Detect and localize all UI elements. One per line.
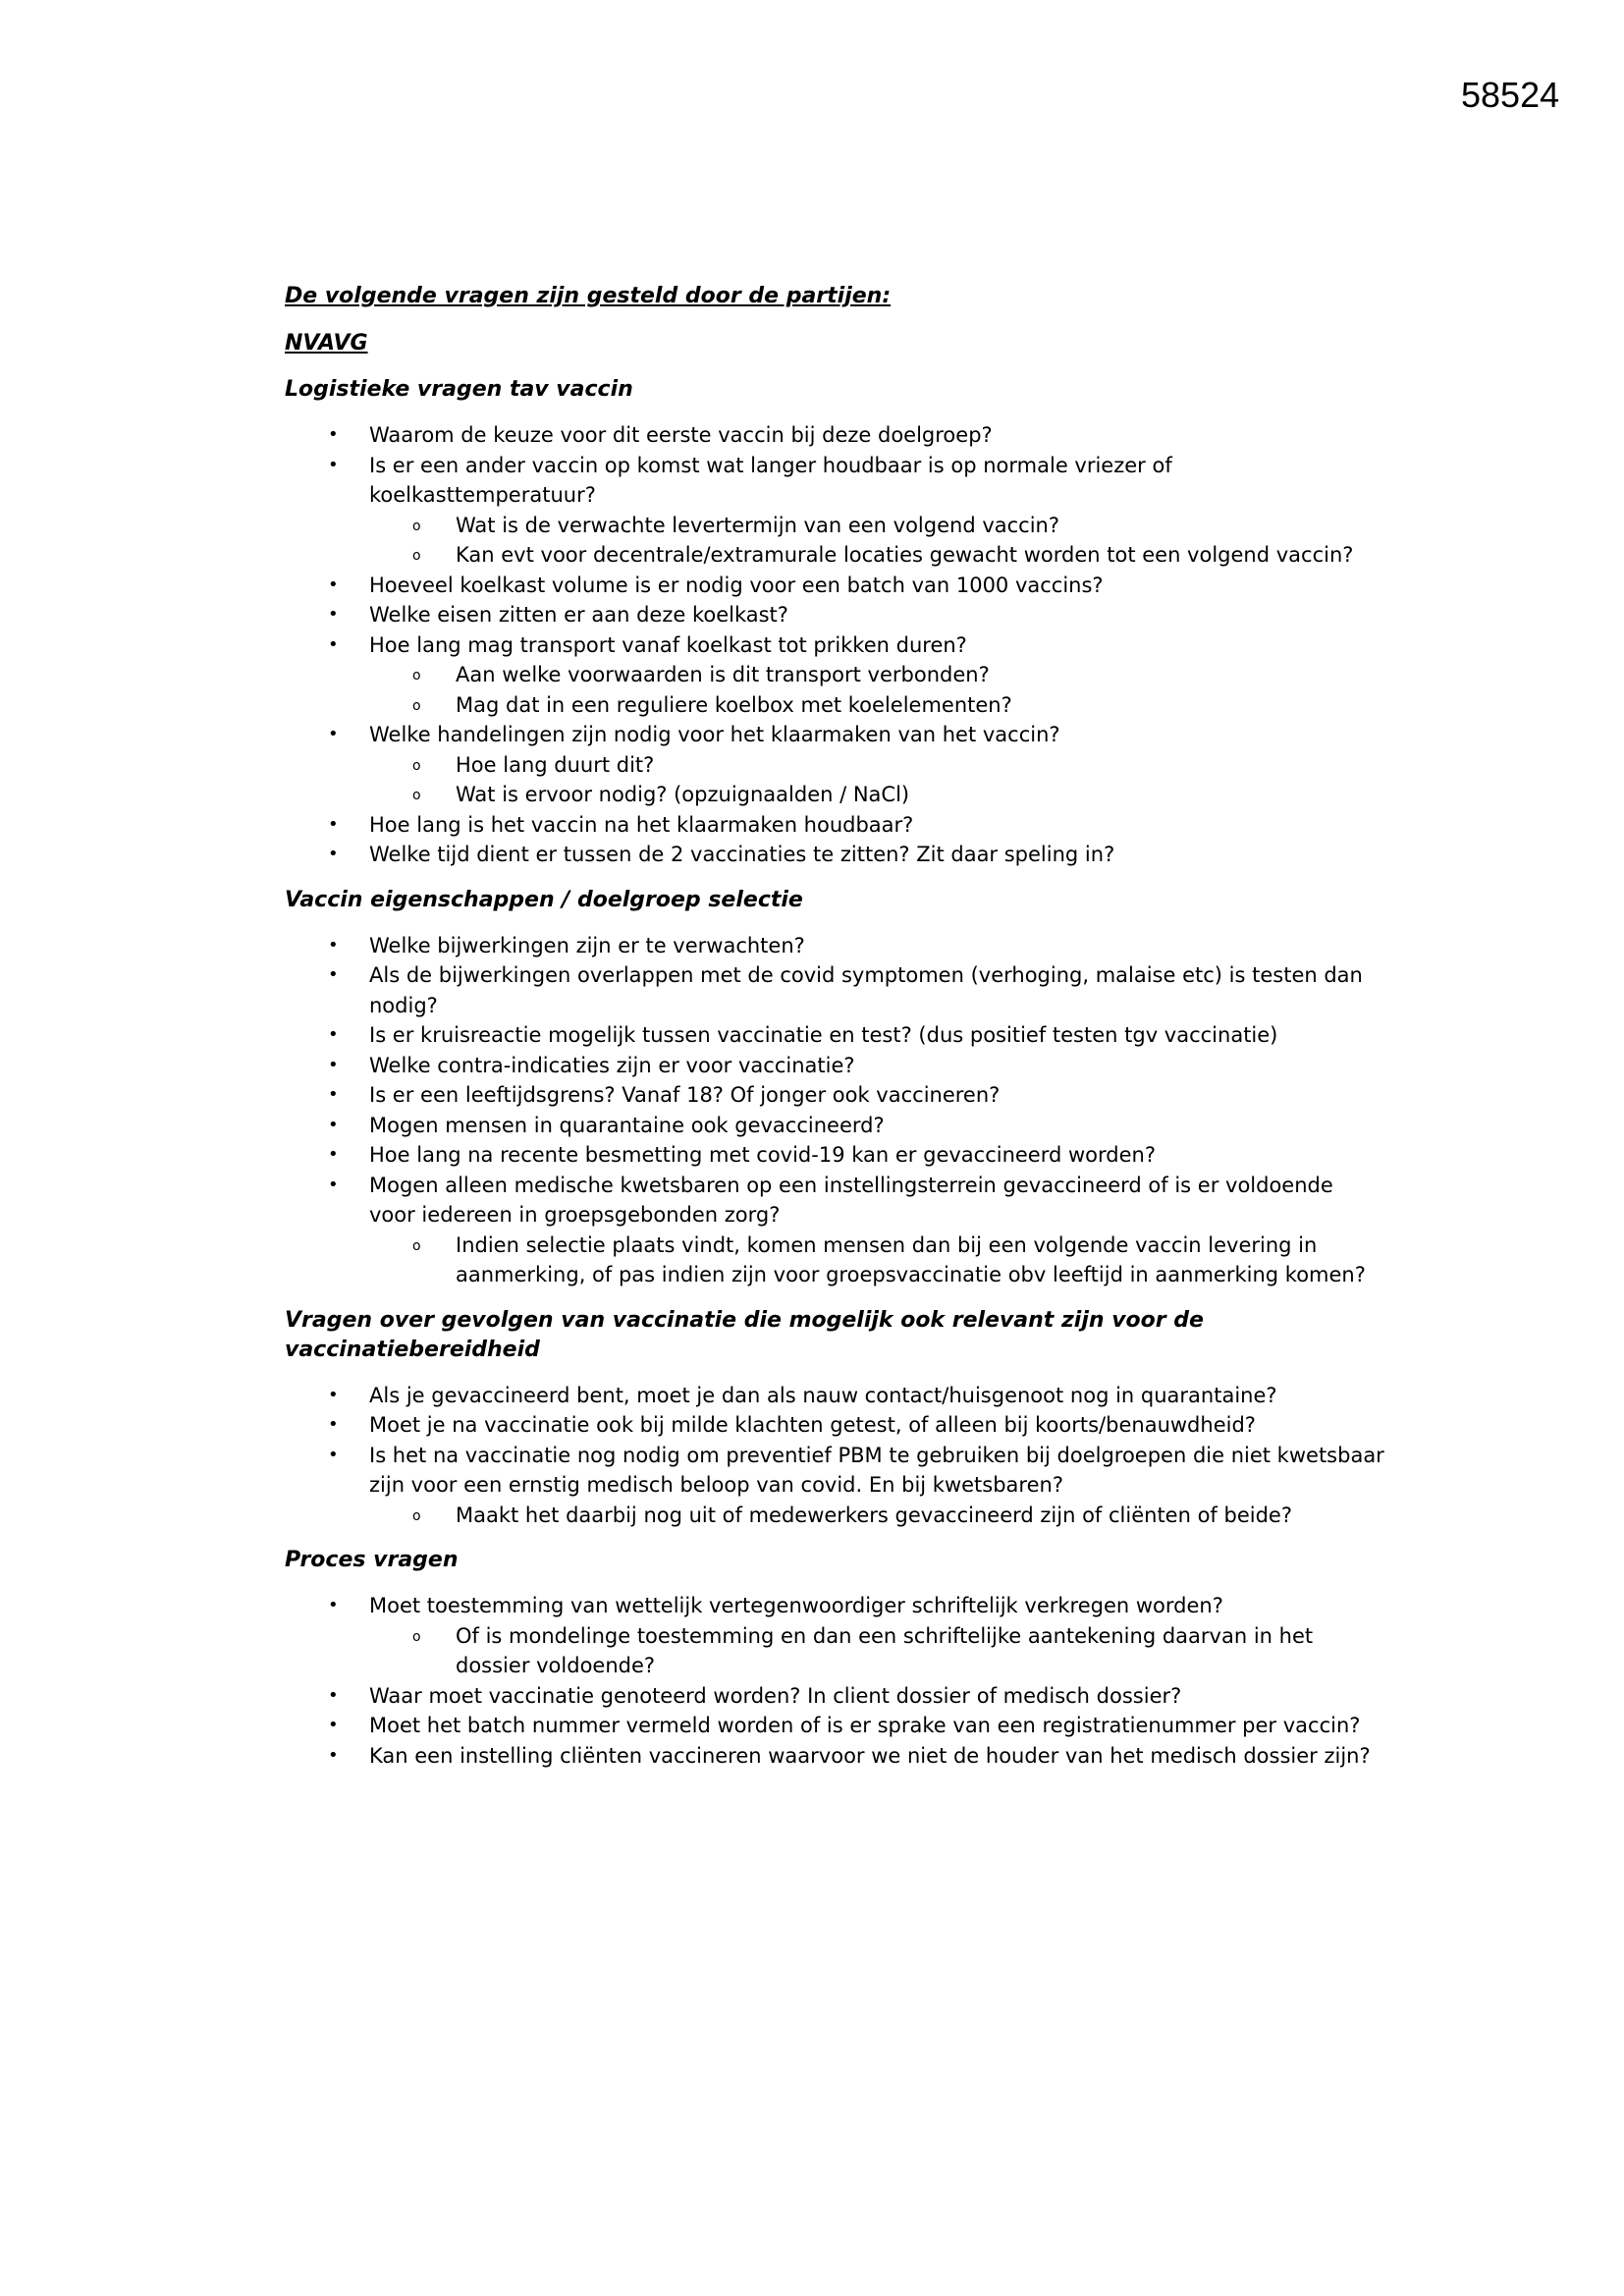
sub-question-list [369, 1621, 1384, 1681]
sub-question-item [369, 660, 1384, 690]
question-item [285, 840, 1384, 870]
question-text: Mogen alleen medische kwetsbaren op een instellingsterrein gevaccineerd of is er voldoende voor iedereen in groepsgebonden zorg? [369, 1173, 1333, 1227]
question-text: Welke tijd dient er tussen de 2 vaccinaties te zitten? Zit daar speling in? [369, 843, 1115, 866]
question-list [285, 931, 1384, 1290]
bullet-icon: • [328, 1744, 339, 1766]
question-item [285, 1171, 1384, 1290]
question-list [285, 1381, 1384, 1531]
question-item [285, 571, 1384, 601]
question-item [285, 451, 1384, 571]
question-item [285, 1741, 1384, 1772]
question-item [285, 1020, 1384, 1051]
question-text: Welke handelingen zijn nodig voor het klaarmaken van het vaccin? [369, 723, 1060, 746]
circle-bullet-icon: o [412, 757, 421, 774]
question-text: Is er kruisreactie mogelijk tussen vaccinatie en test? (dus positief testen tgv vaccinatie) [369, 1023, 1278, 1047]
question-item [285, 931, 1384, 961]
sub-question-item [369, 690, 1384, 721]
question-text: Hoe lang na recente besmetting met covid-19 kan er gevaccineerd worden? [369, 1143, 1156, 1167]
bullet-icon: • [328, 1684, 339, 1706]
section-heading: Vragen over gevolgen van vaccinatie die mogelijk ook relevant zijn voor de vaccinatiebereidheid [285, 1307, 1204, 1362]
question-item [285, 960, 1384, 1020]
question-text: Is er een leeftijdsgrens? Vanaf 18? Of jonger ook vaccineren? [369, 1083, 1001, 1107]
sub-question-item [369, 1501, 1384, 1531]
circle-bullet-icon: o [412, 697, 421, 714]
question-text: Moet toestemming van wettelijk vertegenwoordiger schriftelijk verkregen worden? [369, 1594, 1223, 1617]
sub-question-text: Maakt het daarbij nog uit of medewerkers gevaccineerd zijn of cliënten of beide? [456, 1503, 1292, 1527]
question-item [285, 1591, 1384, 1681]
question-item [285, 810, 1384, 841]
question-list [285, 420, 1384, 870]
circle-bullet-icon: o [412, 518, 421, 534]
question-item [285, 1681, 1384, 1712]
bullet-icon: • [328, 1144, 339, 1165]
question-item [285, 1111, 1384, 1141]
question-item [285, 630, 1384, 721]
sub-question-text: Mag dat in een reguliere koelbox met koelelementen? [456, 692, 1012, 717]
question-item [285, 1381, 1384, 1411]
circle-bullet-icon: o [412, 668, 421, 683]
sub-question-item [369, 1230, 1384, 1290]
bullet-icon: • [328, 1444, 339, 1465]
question-text: Hoe lang mag transport vanaf koelkast tot prikken duren? [369, 632, 967, 657]
sub-question-list [369, 1230, 1384, 1290]
question-item [285, 1410, 1384, 1441]
sub-question-list [369, 750, 1384, 810]
question-item [285, 1140, 1384, 1171]
circle-bullet-icon: o [412, 1237, 421, 1254]
bullet-icon: • [328, 844, 339, 864]
question-text: Mogen mensen in quarantaine ook gevaccineerd? [369, 1113, 885, 1137]
question-text: Hoeveel koelkast volume is er nodig voor een batch van 1000 vaccins? [369, 573, 1104, 597]
sub-question-text: Wat is de verwachte levertermijn van een volgend vaccin? [456, 513, 1060, 537]
document-title: De volgende vragen zijn gesteld door de partijen: [285, 284, 892, 308]
sub-question-item [369, 780, 1384, 810]
circle-bullet-icon: o [412, 548, 421, 564]
question-text: Kan een instelling cliënten vaccineren waarvoor we niet de houder van het medisch dossier zijn? [369, 1743, 1371, 1768]
bullet-icon: • [328, 1384, 339, 1405]
sub-question-item [369, 540, 1384, 571]
bullet-icon: • [328, 813, 339, 835]
sub-question-item [369, 1621, 1384, 1681]
bullet-icon: • [328, 934, 339, 956]
bullet-icon: • [328, 1114, 339, 1135]
bullet-icon: • [328, 574, 339, 595]
bullet-icon: • [328, 1595, 339, 1615]
sub-question-item [369, 750, 1384, 781]
sub-question-text: Hoe lang duurt dit? [456, 752, 655, 777]
bullet-icon: • [328, 1715, 339, 1735]
bullet-icon: • [328, 1054, 339, 1075]
sub-question-text: Indien selectie plaats vindt, komen mensen dan bij een volgende vaccin levering in aanmerking, of pas indien zijn voor groepsvaccinatie obv leeftijd in aanmerking komen? [456, 1232, 1366, 1286]
question-item [285, 1441, 1384, 1531]
sub-question-item [369, 511, 1384, 541]
question-text: Als je gevaccineerd bent, moet je dan als nauw contact/huisgenoot nog in quarantaine? [369, 1383, 1277, 1407]
circle-bullet-icon: o [412, 1507, 421, 1524]
sections-container [285, 375, 1384, 1771]
sub-question-list [369, 1501, 1384, 1531]
sub-question-text: Kan evt voor decentrale/extramurale locaties gewacht worden tot een volgend vaccin? [456, 543, 1354, 567]
document-body [285, 281, 1384, 1786]
bullet-icon: • [328, 1024, 339, 1045]
question-item [285, 1051, 1384, 1081]
question-text: Als de bijwerkingen overlappen met de covid symptomen (verhoging, malaise etc) is testen dan nodig? [369, 963, 1363, 1017]
page-number: 58524 [1461, 75, 1560, 115]
question-text: Is het na vaccinatie nog nodig om preventief PBM te gebruiken bij doelgroepen die niet kwetsbaar zijn voor een ernstig medisch beloop van covid. En bij kwetsbaren? [369, 1443, 1384, 1497]
question-text: Waarom de keuze voor dit eerste vaccin bij deze doelgroep? [369, 423, 993, 447]
bullet-icon: • [328, 424, 339, 445]
sub-question-text: Of is mondelinge toestemming en dan een schriftelijke aantekening daarvan in het dossier voldoende? [456, 1623, 1314, 1677]
bullet-icon: • [328, 454, 339, 475]
question-item [285, 420, 1384, 451]
circle-bullet-icon: o [412, 1628, 421, 1645]
question-text: Hoe lang is het vaccin na het klaarmaken houdbaar? [369, 812, 914, 837]
bullet-icon: • [328, 724, 339, 744]
question-item [285, 720, 1384, 810]
bullet-icon: • [328, 633, 339, 655]
question-text: Is er een ander vaccin op komst wat langer houdbaar is op normale vriezer of koelkasttemperatuur? [369, 453, 1172, 507]
bullet-icon: • [328, 964, 339, 985]
question-text: Welke eisen zitten er aan deze koelkast? [369, 603, 788, 627]
bullet-icon: • [328, 1084, 339, 1105]
section-heading: Logistieke vragen tav vaccin [285, 377, 633, 402]
sub-question-text: Wat is ervoor nodig? (opzuignaalden / NaCl) [456, 783, 910, 806]
bullet-icon: • [328, 1414, 339, 1435]
question-text: Welke contra-indicaties zijn er voor vaccinatie? [369, 1053, 855, 1077]
question-text: Waar moet vaccinatie genoteerd worden? In client dossier of medisch dossier? [369, 1683, 1182, 1708]
bullet-icon: • [328, 1174, 339, 1195]
bullet-icon: • [328, 604, 339, 625]
question-item [285, 1711, 1384, 1741]
section-heading: Vaccin eigenschappen / doelgroep selectie [285, 887, 803, 912]
question-text: Moet het batch nummer vermeld worden of is er sprake van een registratienummer per vaccin? [369, 1714, 1361, 1737]
organization-heading: NVAVG [285, 331, 368, 355]
sub-question-list [369, 660, 1384, 720]
question-text: Welke bijwerkingen zijn er te verwachten? [369, 933, 805, 957]
question-item [285, 1080, 1384, 1111]
question-list [285, 1591, 1384, 1771]
question-item [285, 600, 1384, 630]
section-heading: Proces vragen [285, 1548, 459, 1572]
question-text: Moet je na vaccinatie ook bij milde klachten getest, of alleen bij koorts/benauwdheid? [369, 1413, 1256, 1437]
circle-bullet-icon: o [412, 788, 421, 803]
sub-question-list [369, 511, 1384, 571]
sub-question-text: Aan welke voorwaarden is dit transport verbonden? [456, 663, 990, 686]
